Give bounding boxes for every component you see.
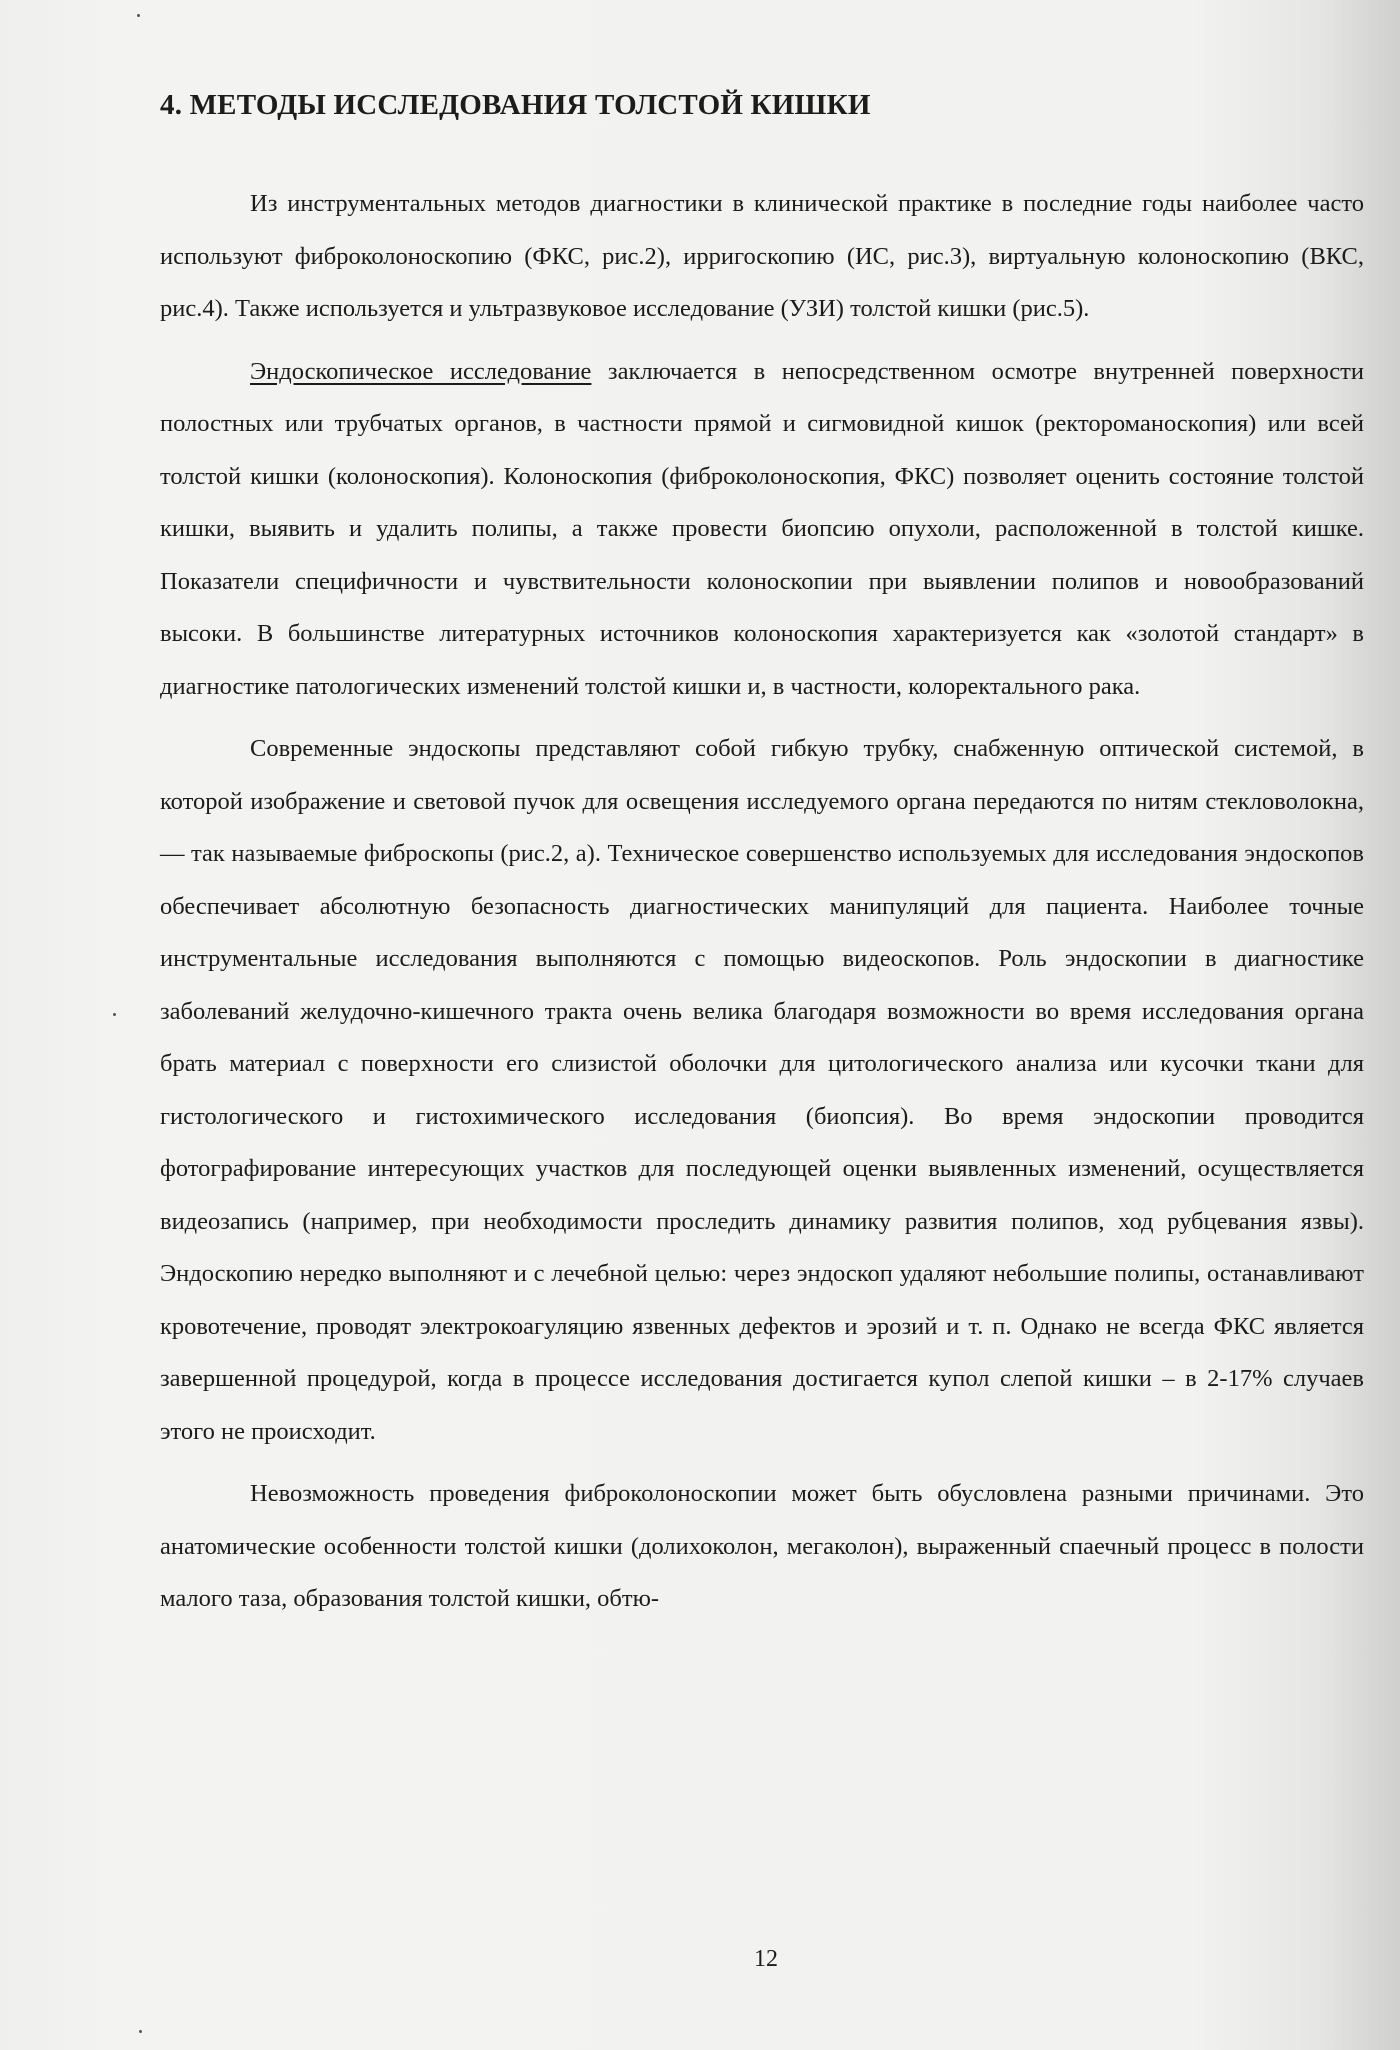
paragraph-text: Невозможность проведения фиброколоноскопии может быть обусловлена разными причинами. Это анатомические особенности толстой кишки (долихоколон, мегаколон), выраженный спаечный процесс в полости малого таза, образования толстой кишки, обтю- (160, 1480, 1364, 1612)
scan-speck (113, 1013, 116, 1016)
underlined-term: Эндоскопическое исследование (250, 357, 592, 385)
paragraph-text: Из инструментальных методов диагностики в клинической практике в последние годы наиболее часто используют фиброколоноскопию (ФКС, рис.2), ирригоскопию (ИС, рис.3), виртуальную колоноскопию (ВКС, рис.4). Также используется и ультразвуковое исследование (УЗИ) толстой кишки (рис.5). (160, 190, 1364, 322)
paragraph-modern-endoscopes (160, 723, 1364, 1458)
scan-speck (139, 2030, 142, 2033)
paragraph-methods-overview (160, 178, 1364, 336)
paragraph-endoscopic-study (160, 346, 1364, 714)
paragraph-fcs-impossibility (160, 1468, 1364, 1626)
paragraph-text: Современные эндоскопы представляют собой гибкую трубку, снабженную оптической системой, в которой изображение и световой пучок для освещения исследуемого органа передаются по нитям стекловолокна, — так называемые фиброскопы (рис.2, а). Техническое совершенство используемых для исследования эндоскопов обеспечивает абсолютную безопасность диагностических манипуляций для пациента. Наиболее точные инструментальные исследования выполняются с помощью видеоскопов. Роль эндоскопии в диагностике заболеваний желудочно-кишечного тракта очень велика благодаря возможности во время исследования органа брать материал с поверхности его слизистой оболочки для цитологического анализа или кусочки ткани для гистологического и гистохимического исследования (биопсия). Во время эндоскопии проводится фотографирование интересующих участков для последующей оценки выявленных изменений, осуществляется видеозапись (например, при необходимости проследить динамику развития полипов, ход рубцевания язвы). Эндоскопию нередко выполняют и с лечебной целью: через эндоскоп удаляют небольшие полипы, останавливают кровотечение, проводят электрокоагуляцию язвенных дефектов и эрозий и т. п. Однако не всегда ФКС является завершенной процедурой, когда в процессе исследования достигается купол слепой кишки – в 2-17% случаев этого не происходит. (160, 735, 1364, 1445)
page-number: 12 (754, 1946, 778, 1972)
paragraph-text: заключается в непосредственном осмотре внутренней поверхности полостных или трубчатых органов, в частности прямой и сигмовидной кишок (ректороманоскопия) или всей толстой кишки (колоноскопия). Колоноскопия (фиброколоноскопия, ФКС) позволяет оценить состояние толстой кишки, выявить и удалить полипы, а также провести биопсию опухоли, расположенной в толстой кишке. Показатели специфичности и чувствительности колоноскопии при выявлении полипов и новообразований высоки. В большинстве литературных источников колоноскопия характеризуется как «золотой стандарт» в диагностике патологических изменений толстой кишки и, в частности, колоректального рака. (160, 357, 1365, 700)
scan-speck (137, 14, 140, 17)
section-title: 4. МЕТОДЫ ИССЛЕДОВАНИЯ ТОЛСТОЙ КИШКИ (160, 89, 871, 121)
page-content (160, 78, 1364, 1636)
